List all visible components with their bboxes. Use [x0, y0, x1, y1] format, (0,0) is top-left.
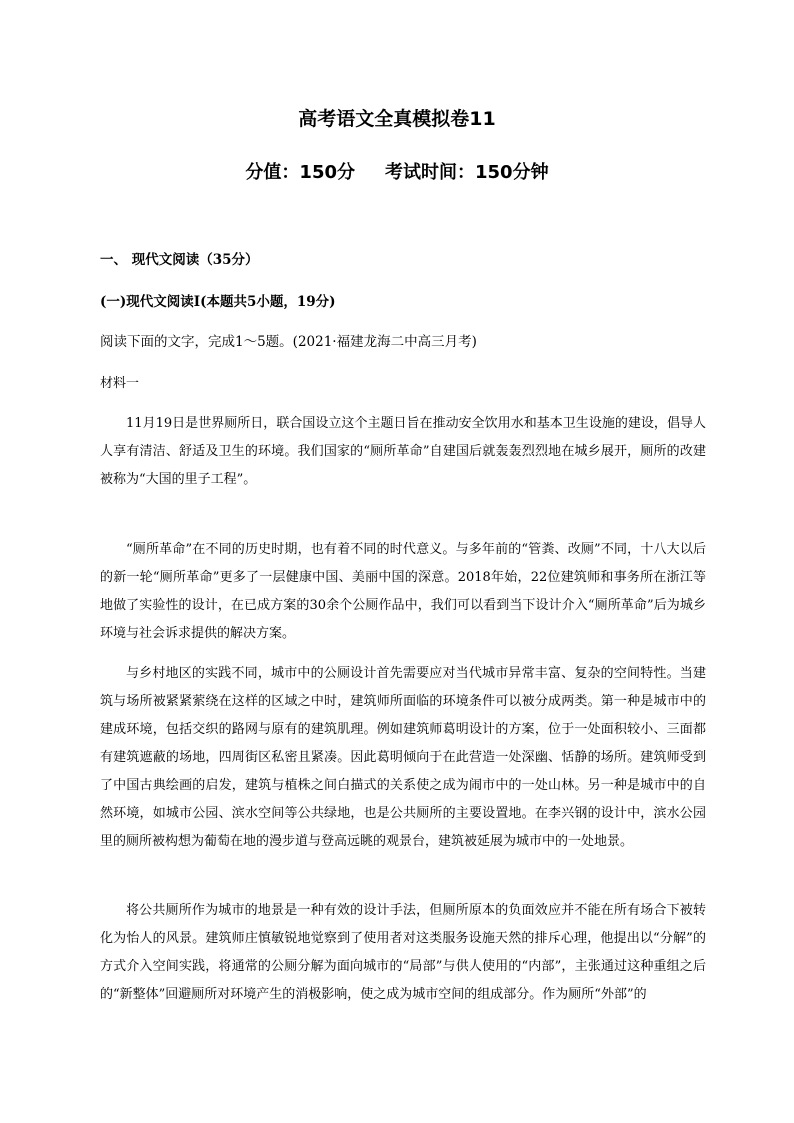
- paragraph-2: “厕所革命”在不同的历史时期，也有着不同的时代意义。与多年前的“管粪、改厕”不同，十八大以后的新一轮“厕所革命”更多了一层健康中国、美丽中国的深意。2018年始，22位建筑师和事务所在浙江等地做了实验性的设计，在已成方案的30余个公厕作品中，我们可以看到当下设计介入“厕所革命”后为城乡环境与社会诉求提供的解决方案。: [100, 542, 706, 641]
- sub-heading: (一)现代文阅读Ⅰ(本题共5小题，19分): [100, 294, 336, 310]
- exam-title: 高考语文全真模拟卷11: [298, 108, 496, 130]
- section-heading: 一、 现代文阅读（35分）: [100, 252, 259, 268]
- paragraph-1: 11月19日是世界厕所日，联合国设立这个主题日旨在推动安全饮用水和基本卫生设施的建设，倡导人人享有清洁、舒适及卫生的环境。我们国家的“厕所革命”自建国后就轰轰烈烈地在城乡展开，厕所的改建被称为“大国的里子工程”。: [100, 416, 706, 487]
- exam-info: [0, 158, 794, 184]
- score-label: 分值：150分: [245, 162, 355, 183]
- paragraph-4: 将公共厕所作为城市的地景是一种有效的设计手法，但厕所原本的负面效应并不能在所有场合下被转化为怡人的风景。建筑师庄慎敏锐地觉察到了使用者对这类服务设施天然的排斥心理，他提出以“分解”的方式介入空间实践，将通常的公厕分解为面向城市的“局部”与供人使用的“内部”，主张通过这种重组之后的“新整体”回避厕所对环境产生的消极影响，使之成为城市空间的组成部分。作为厕所“外部”的: [100, 903, 706, 1002]
- reading-instruction: 阅读下面的文字，完成1～5题。(2021·福建龙海二中高三月考): [100, 334, 477, 350]
- time-label: 考试时间：150分钟: [385, 162, 549, 183]
- material-label: 材料一: [100, 376, 140, 391]
- paragraph-3: 与乡村地区的实践不同，城市中的公厕设计首先需要应对当代城市异常丰富、复杂的空间特性。当建筑与场所被紧紧萦绕在这样的区域之中时，建筑师所面临的环境条件可以被分成两类。第一种是城市中的建成环境，包括交织的路网与原有的建筑肌理。例如建筑师葛明设计的方案，位于一处面积较小、三面都有建筑遮蔽的场地，四周街区私密且紧凑。因此葛明倾向于在此营造一处深幽、恬静的场所。建筑师受到了中国古典绘画的启发，建筑与植株之间白描式的关系使之成为闹市中的一处山林。另一种是城市中的自然环境，如城市公园、滨水空间等公共绿地，也是公共厕所的主要设置地。在李兴钢的设计中，滨水公园里的厕所被构想为葡萄在地的漫步道与登高远眺的观景台，建筑被延展为城市中的一处地景。: [100, 666, 706, 849]
